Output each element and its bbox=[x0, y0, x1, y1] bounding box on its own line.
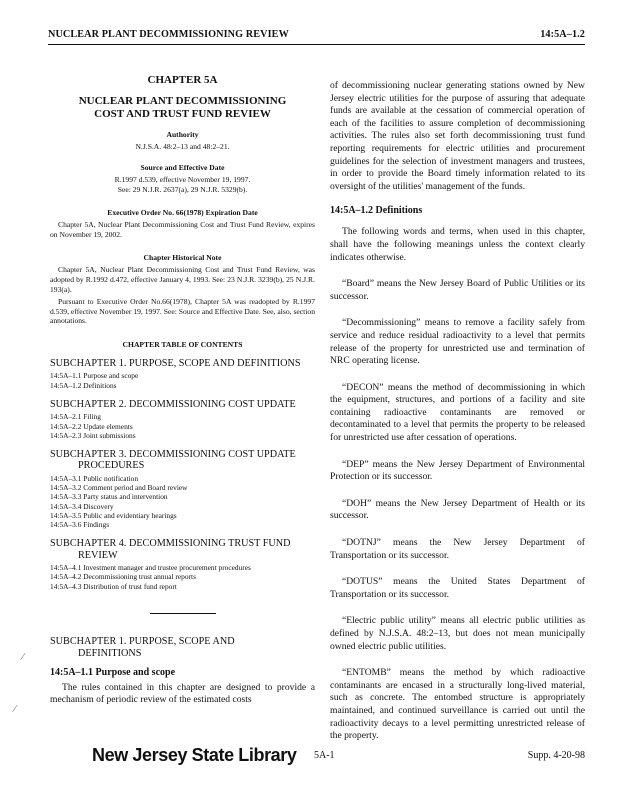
toc-subchapter-title: SUBCHAPTER 1. PURPOSE, SCOPE AND DEFINITIONS bbox=[50, 357, 301, 369]
toc-subchapter-title: SUBCHAPTER 3. DECOMMISSIONING COST UPDATE PROCEDURES bbox=[50, 448, 296, 472]
definition-doh: “DOH” means the New Jersey Department of Health or its successor. bbox=[330, 497, 585, 522]
toc-item[interactable]: 14:5A–3.3 Party status and intervention bbox=[50, 492, 168, 502]
source-line1: R.1997 d.539, effective November 19, 1997. bbox=[114, 175, 251, 185]
chapter-title-line2: COST AND TRUST FUND REVIEW bbox=[94, 108, 271, 120]
toc-item[interactable]: 14:5A–2.3 Joint submissions bbox=[50, 430, 136, 440]
executive-order-heading: Executive Order No. 66(1978) Expiration Date bbox=[107, 208, 258, 218]
definition-electric-public-utility: “Electric public utility” means all electric public utilities as defined by N.J.S.A. 48:2–13, but does not mean municipally owned electric public utilities. bbox=[330, 615, 585, 652]
section-14-5a-1-2-heading: 14:5A–1.2 Definitions bbox=[330, 205, 423, 217]
historical-note-heading: Chapter Historical Note bbox=[143, 253, 222, 263]
authority-text: N.J.S.A. 48:2–13 and 48:2–21. bbox=[135, 142, 230, 151]
left-column bbox=[50, 74, 315, 707]
definition-dotus: “DOTUS” means the United States Department of Transportation or its successor. bbox=[330, 576, 585, 600]
definitions-intro: The following words and terms, when used in this chapter, shall have the following meanings unless the context clearly indicates otherwise. bbox=[330, 226, 585, 263]
header-section-number: 14:5A–1.2 bbox=[540, 29, 585, 40]
authority-heading: Authority bbox=[166, 130, 199, 139]
toc-item[interactable]: 14:5A–1.1 Purpose and scope bbox=[50, 371, 139, 381]
toc-subchapter-4 bbox=[50, 538, 315, 591]
toc-item[interactable]: 14:5A–3.1 Public notification bbox=[50, 473, 139, 483]
definition-dep: “DEP” means the New Jersey Department of Environmental Protection or its successor. bbox=[330, 458, 585, 483]
table-of-contents-heading: CHAPTER TABLE OF CONTENTS bbox=[122, 339, 243, 349]
toc-subchapter-title: SUBCHAPTER 4. DECOMMISSIONING TRUST FUND REVIEW bbox=[50, 538, 291, 561]
page-number: 5A-1 bbox=[314, 750, 335, 761]
section-14-5a-1-1-heading: 14:5A–1.1 Purpose and scope bbox=[50, 666, 176, 678]
executive-order-text: Chapter 5A, Nuclear Plant Decommissioning Cost and Trust Fund Review, expires on November 19, 2002. bbox=[50, 220, 315, 239]
historical-note-text-1: Chapter 5A, Nuclear Plant Decommissioning Cost and Trust Fund Review, was adopted by R.1992 d.472, effective January 4, 1993. See: 23 N.J.R. 3239(b), 25 N.J.R. 193(a). bbox=[50, 265, 315, 294]
historical-note-text-2: Pursuant to Executive Order No.66(1978), Chapter 5A was readopted by R.1997 d.539, effective November 19, 1997. See: Source and Effective Date. See, also, section annotations. bbox=[50, 297, 315, 326]
chapter-title bbox=[50, 95, 315, 121]
toc-item[interactable]: 14:5A–3.2 Comment period and Board review bbox=[50, 483, 188, 493]
scan-mark: ⁄ bbox=[22, 652, 24, 663]
library-stamp: New Jersey State Library bbox=[92, 745, 297, 765]
subchapter-1-heading: SUBCHAPTER 1. PURPOSE, SCOPE AND DEFINITIONS bbox=[50, 635, 235, 659]
toc-subchapter-title: SUBCHAPTER 2. DECOMMISSIONING COST UPDATE bbox=[50, 398, 296, 410]
scan-mark: ⁄ bbox=[14, 704, 16, 715]
toc-item[interactable]: 14:5A–2.1 Filing bbox=[50, 412, 101, 422]
page-footer bbox=[80, 745, 585, 769]
section-14-5a-1-1-text: The rules contained in this chapter are designed to provide a mechanism of periodic review of the estimated costs bbox=[50, 681, 315, 706]
header-title: NUCLEAR PLANT DECOMMISSIONING REVIEW bbox=[48, 29, 289, 40]
toc-item[interactable]: 14:5A–4.3 Distribution of trust fund report bbox=[50, 581, 177, 591]
toc-item[interactable]: 14:5A–3.6 Findings bbox=[50, 520, 110, 529]
chapter-label: CHAPTER 5A bbox=[147, 74, 218, 86]
definition-decon: “DECON” means the method of decommissioning in which the equipment, structures, and portions of a facility and site containing radioactive contaminants are removed or decontaminated to a level that permits the property to be released for unrestricted use after cessation of operations. bbox=[330, 381, 585, 444]
right-column bbox=[330, 80, 585, 757]
toc-subchapter-1 bbox=[50, 358, 315, 390]
supplement-date: Supp. 4-20-98 bbox=[527, 750, 585, 761]
running-header bbox=[48, 28, 585, 45]
toc-item[interactable]: 14:5A–4.2 Decommissioning trust annual reports bbox=[50, 572, 196, 582]
source-heading: Source and Effective Date bbox=[140, 163, 225, 173]
definition-board: “Board” means the New Jersey Board of Public Utilities or its successor. bbox=[330, 278, 585, 302]
table-of-contents bbox=[50, 358, 315, 591]
chapter-title-line1: NUCLEAR PLANT DECOMMISSIONING bbox=[78, 95, 287, 107]
section-divider bbox=[150, 613, 216, 614]
toc-subchapter-3 bbox=[50, 449, 315, 529]
definition-decommissioning: “Decommissioning” means to remove a facility safely from service and reduce residual radioactivity to a level that permits release of the property for unrestricted use and termination of NRC operating license. bbox=[330, 317, 585, 367]
definition-entomb: “ENTOMB” means the method by which radioactive contaminants are encased in a structurally long-lived material, such as concrete. The entombed structure is appropriately maintained, and continued surveillance is carried out until the radioactivity decays to a level permitting unrestricted release of the property. bbox=[330, 667, 585, 742]
source-line2: See: 29 N.J.R. 2637(a), 29 N.J.R. 5329(b). bbox=[117, 184, 248, 194]
toc-item[interactable]: 14:5A–1.2 Definitions bbox=[50, 380, 117, 390]
toc-item[interactable]: 14:5A–4.1 Investment manager and trustee procurement procedures bbox=[50, 563, 251, 573]
definition-dotnj: “DOTNJ” means the New Jersey Department of Transportation or its successor. bbox=[330, 537, 585, 561]
toc-subchapter-2 bbox=[50, 399, 315, 440]
toc-item[interactable]: 14:5A–2.2 Update elements bbox=[50, 421, 133, 431]
toc-item[interactable]: 14:5A–3.5 Public and evidentiary hearings bbox=[50, 510, 177, 520]
toc-item[interactable]: 14:5A–3.4 Discovery bbox=[50, 501, 114, 511]
purpose-continuation: of decommissioning nuclear generating stations owned by New Jersey electric utilities for the purpose of assuring that adequate funds are available at the cessation of commercial operation of each of the facilities to assure completion of decommissioning activities. The rules also set forth decommissioning trust fund reporting requirements for electric utilities and procurement guidelines for the selection of investment managers and trustees, in order to provide the Board timely information related to its oversight of the utilities' management of the funds. bbox=[330, 80, 585, 192]
